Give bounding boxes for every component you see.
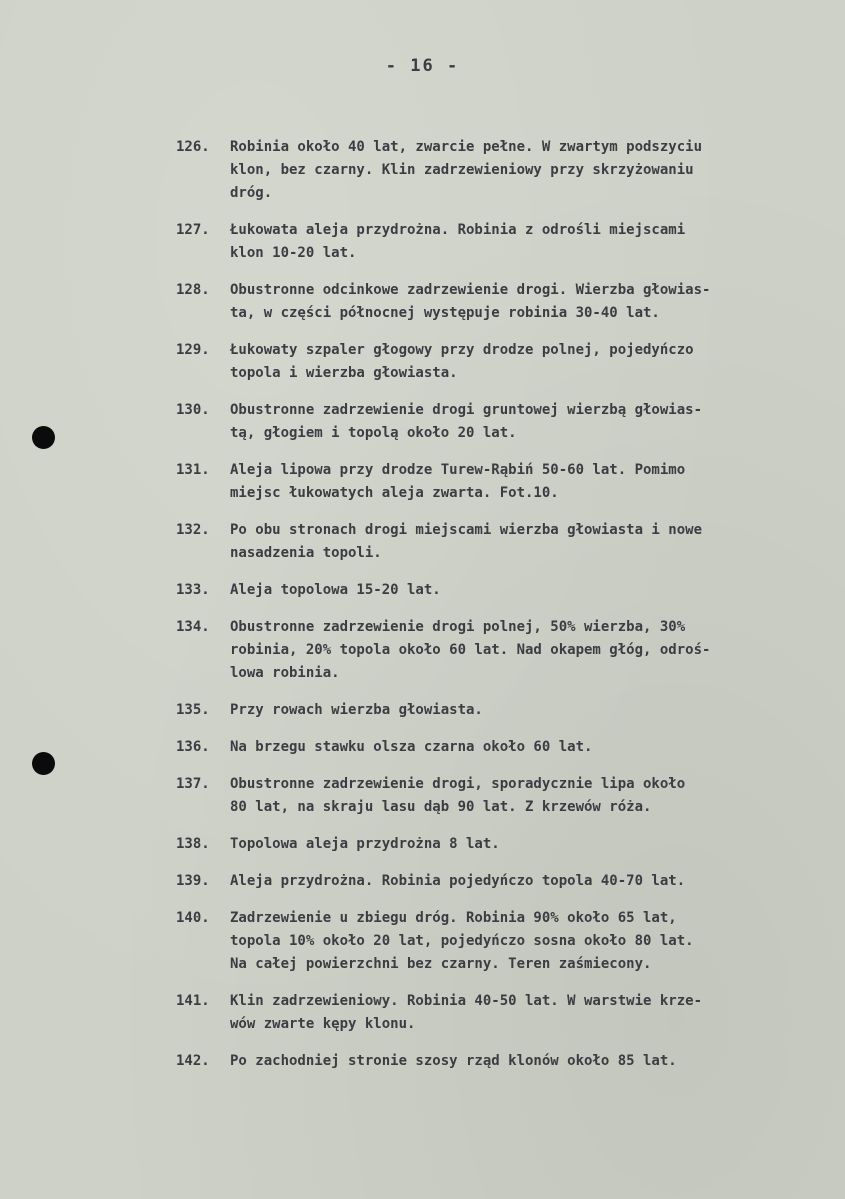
entry-text-line: Aleja przydrożna. Robinia pojedyńczo topola 40-70 lat. [230, 873, 686, 889]
entry-text-line: Obustronne zadrzewienie drogi gruntowej wierzbą głowias- [230, 402, 703, 418]
entry-text-line: ta, w części północnej występuje robinia 30-40 lat. [230, 305, 660, 321]
entry-number: 131. [176, 462, 210, 478]
entry-text [230, 773, 830, 819]
entry-text [230, 699, 830, 722]
entry-text-line: Zadrzewienie u zbiegu dróg. Robinia 90% około 65 lat, [230, 910, 677, 926]
entry-number: 139. [176, 873, 210, 889]
list-item [0, 773, 845, 819]
entry-number: 136. [176, 739, 210, 755]
entry-number: 127. [176, 222, 210, 238]
entry-text [230, 870, 830, 893]
list-item [0, 399, 845, 445]
entry-text-line: Przy rowach wierzba głowiasta. [230, 702, 483, 718]
entry-text [230, 579, 830, 602]
entry-text-line: Obustronne zadrzewienie drogi polnej, 50% wierzba, 30% [230, 619, 686, 635]
entry-text-line: Łukowata aleja przydrożna. Robinia z odrośli miejscami [230, 222, 686, 238]
entry-text [230, 616, 830, 685]
entry-text-line: Topolowa aleja przydrożna 8 lat. [230, 836, 500, 852]
list-item [0, 616, 845, 685]
list-item [0, 136, 845, 205]
entry-number: 138. [176, 836, 210, 852]
entry-number: 137. [176, 776, 210, 792]
entry-text [230, 833, 830, 856]
entry-text-line: klon, bez czarny. Klin zadrzewieniowy przy skrzyżowaniu [230, 162, 694, 178]
page-number: - 16 - [385, 56, 460, 76]
entry-text-line: dróg. [230, 185, 273, 201]
entry-text-line: tą, głogiem i topolą około 20 lat. [230, 425, 517, 441]
entry-number: 135. [176, 702, 210, 718]
entry-number: 128. [176, 282, 210, 298]
entry-text [230, 990, 830, 1036]
entry-number: 130. [176, 402, 210, 418]
entry-number: 129. [176, 342, 210, 358]
entry-text [230, 219, 830, 265]
entry-text-line: Łukowaty szpaler głogowy przy drodze polnej, pojedyńczo [230, 342, 694, 358]
entry-text-line: miejsc łukowatych aleja zwarta. Fot.10. [230, 485, 559, 501]
list-item [0, 833, 845, 856]
list-item [0, 1050, 845, 1073]
entry-text-line: 80 lat, na skraju lasu dąb 90 lat. Z krzewów róża. [230, 799, 652, 815]
entry-text-line: Obustronne odcinkowe zadrzewienie drogi. Wierzba głowias- [230, 282, 711, 298]
entry-text [230, 279, 830, 325]
list-item [0, 699, 845, 722]
entry-list [0, 136, 845, 1087]
entry-text [230, 459, 830, 505]
entry-number: 141. [176, 993, 210, 1009]
entry-text-line: topola 10% około 20 lat, pojedyńczo sosna około 80 lat. [230, 933, 694, 949]
list-item [0, 907, 845, 976]
entry-text-line: topola i wierzba głowiasta. [230, 365, 458, 381]
entry-text [230, 519, 830, 565]
entry-text-line: Na brzegu stawku olsza czarna około 60 lat. [230, 739, 593, 755]
list-item [0, 459, 845, 505]
entry-number: 126. [176, 139, 210, 155]
entry-text-line: Aleja topolowa 15-20 lat. [230, 582, 441, 598]
entry-number: 134. [176, 619, 210, 635]
entry-text [230, 136, 830, 205]
entry-number: 132. [176, 522, 210, 538]
entry-text-line: wów zwarte kępy klonu. [230, 1016, 416, 1032]
entry-text [230, 907, 830, 976]
entry-text-line: robinia, 20% topola około 60 lat. Nad okapem głóg, odroś- [230, 642, 711, 658]
list-item [0, 219, 845, 265]
list-item [0, 339, 845, 385]
entry-text [230, 736, 830, 759]
entry-text-line: Po zachodniej stronie szosy rząd klonów około 85 lat. [230, 1053, 677, 1069]
entry-text-line: Klin zadrzewieniowy. Robinia 40-50 lat. W warstwie krze- [230, 993, 703, 1009]
entry-number: 133. [176, 582, 210, 598]
entry-number: 140. [176, 910, 210, 926]
entry-number: 142. [176, 1053, 210, 1069]
list-item [0, 519, 845, 565]
list-item [0, 579, 845, 602]
entry-text-line: Obustronne zadrzewienie drogi, sporadycznie lipa około [230, 776, 686, 792]
entry-text-line: nasadzenia topoli. [230, 545, 382, 561]
list-item [0, 990, 845, 1036]
entry-text-line: Na całej powierzchni bez czarny. Teren zaśmiecony. [230, 956, 652, 972]
entry-text [230, 1050, 830, 1073]
entry-text-line: klon 10-20 lat. [230, 245, 357, 261]
entry-text-line: Po obu stronach drogi miejscami wierzba głowiasta i nowe [230, 522, 703, 538]
list-item [0, 279, 845, 325]
entry-text [230, 339, 830, 385]
entry-text-line: lowa robinia. [230, 665, 340, 681]
entry-text-line: Aleja lipowa przy drodze Turew-Rąbiń 50-60 lat. Pomimo [230, 462, 686, 478]
list-item [0, 870, 845, 893]
list-item [0, 736, 845, 759]
entry-text [230, 399, 830, 445]
entry-text-line: Robinia około 40 lat, zwarcie pełne. W zwartym podszyciu [230, 139, 703, 155]
